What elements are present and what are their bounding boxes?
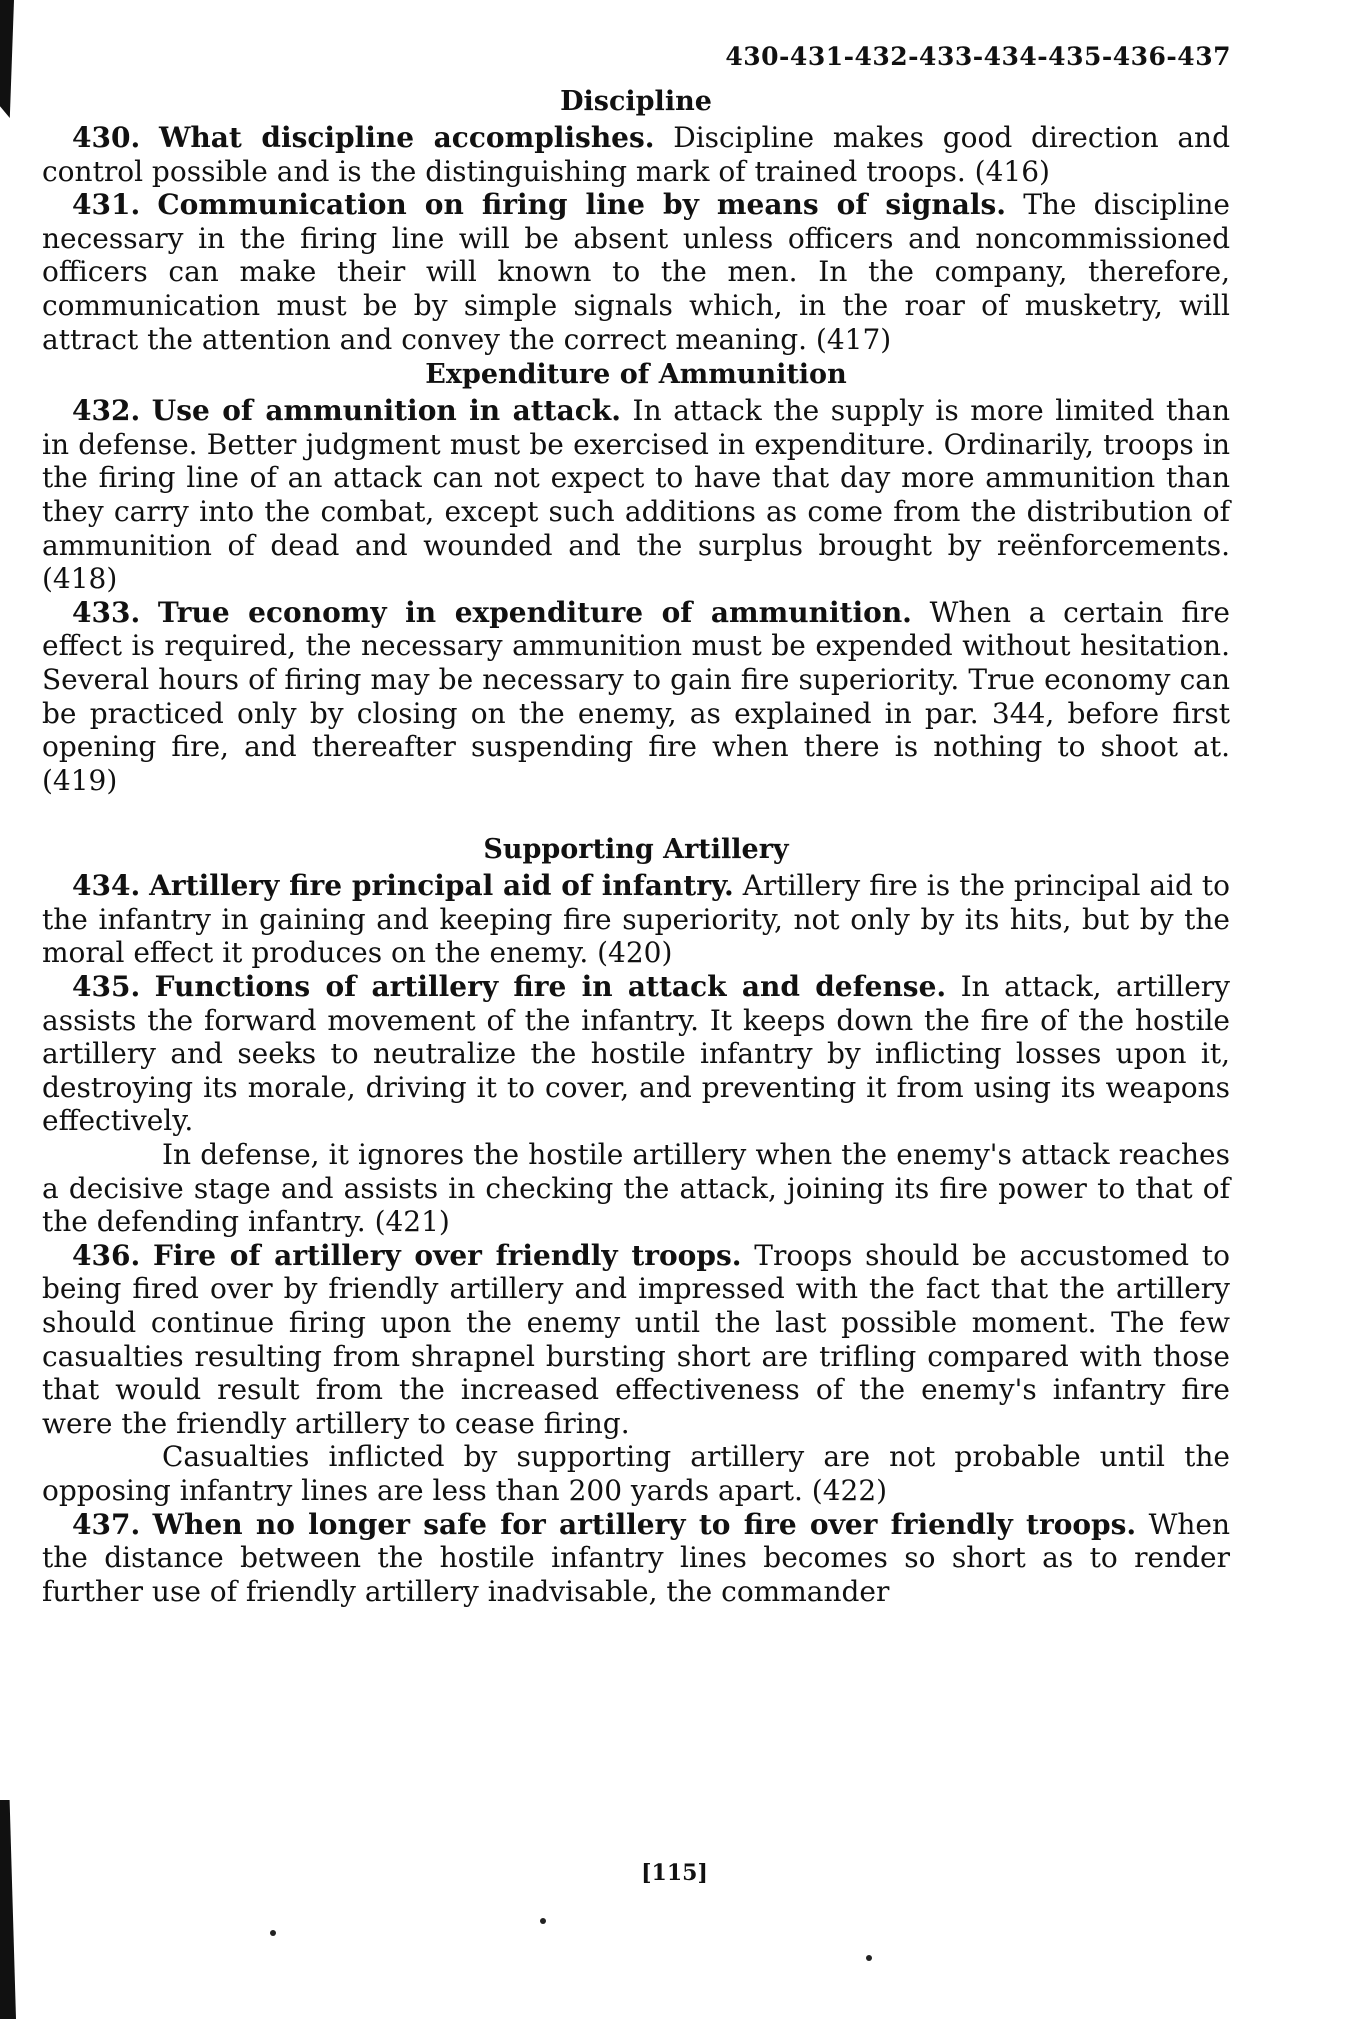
paragraph-title: Fire of artillery over friendly troops. [153,1238,742,1272]
paragraph-text: When a certain fire effect is required, the necessary ammunition must be expended without hesitation. Several hours of firing may be necessary to gain fire superiority. True economy can be practiced only by closing on the enemy, as explained in par. 344, before first opening fire, and thereafter suspending fire when there is nothing to shoot at. (419) [42,595,1231,797]
paragraph-title: Use of ammunition in attack. [151,394,621,428]
paragraph-435 [42,970,1230,1138]
scan-speck [540,1918,546,1924]
paragraph-title: When no longer safe for artillery to fire over friendly troops. [152,1507,1137,1541]
paragraph-437 [42,1508,1230,1609]
paragraph-number: 436. [72,1238,141,1272]
paragraph-433 [42,596,1230,798]
scan-edge-mark [0,1800,16,2019]
paragraph-436-continuation: Casualties inflicted by supporting artillery are not probable until the opposing infantry lines are less than 200 yards apart. (422) [42,1440,1230,1507]
paragraph-432 [42,394,1230,596]
paragraph-number: 430. [72,121,141,154]
paragraph-436 [42,1239,1230,1441]
page-number: [115] [641,1860,708,1886]
paragraph-title: What discipline accomplishes. [158,121,655,154]
paragraph-text: When the distance between the hostile infantry lines becomes so short as to render further use of friendly artillery inadvisable, the commander [42,1507,1230,1608]
paragraph-text: The discipline necessary in the firing line will be absent unless officers and noncommissioned officers can make their will known to the men. In the company, therefore, communication must be by simple signals which, in the roar of musketry, will attract the attention and convey the correct meaning. (417) [42,188,1230,356]
paragraph-title: Functions of artillery fire in attack and defense. [154,970,947,1004]
section-heading-discipline: Discipline [560,86,712,117]
paragraph-text: Troops should be accustomed to being fired over by friendly artillery and impressed with the fact that the artillery should continue firing upon the enemy until the last possible moment. The few casualties resulting from shrapnel bursting short are trifling compared with those that would result from the increased effectiveness of the enemy's infantry fire were the friendly artillery to cease firing. [42,1238,1230,1440]
section-heading-expenditure-of-ammunition: Expenditure of Ammunition [425,359,847,391]
paragraph-title: True economy in expenditure of ammunition. [157,595,912,629]
paragraph-text: Discipline makes good direction and control possible and is the distinguishing mark of trained troops. (416) [42,121,1231,188]
page-content [42,83,1230,1608]
paragraph-title: Artillery fire principal aid of infantry. [149,869,734,903]
paragraph-number: 434. [72,869,141,903]
paragraph-number: 432. [72,394,141,428]
paragraph-435-continuation: In defense, it ignores the hostile artillery when the enemy's attack reaches a decisive stage and assists in checking the attack, joining its fire power to that of the defending infantry. (421) [42,1138,1230,1239]
paragraph-text: Artillery fire is the principal aid to the infantry in gaining and keeping fire superiority, not only by its hits, but by the moral effect it produces on the enemy. (420) [42,869,1231,970]
paragraph-number: 433. [72,595,141,629]
page-header-section-range: 430-431-432-433-434-435-436-437 [725,42,1231,71]
scan-speck [270,1930,276,1936]
paragraph-text: In attack, artillery assists the forward movement of the infantry. It keeps down the fire of the hostile artillery and seeks to neutralize the hostile infantry by inflicting losses upon it, destroying its morale, driving it to cover, and preventing it from using its weapons effectively. [42,970,1231,1138]
paragraph-number: 435. [72,970,141,1004]
paragraph-434 [42,869,1230,970]
paragraph-431 [42,188,1230,356]
scan-speck [866,1955,872,1961]
paragraph-title: Communication on firing line by means of signals. [157,188,1007,222]
paragraph-number: 437. [72,1507,141,1541]
paragraph-430 [42,121,1230,188]
paragraph-number: 431. [72,188,141,222]
scan-edge-mark [0,0,14,118]
section-heading-supporting-artillery: Supporting Artillery [483,834,789,866]
paragraph-text: In attack the supply is more limited than in defense. Better judgment must be exercised in expenditure. Ordinarily, troops in the firing line of an attack can not expect to have that day more ammunition than they carry into the combat, except such additions as come from the distribution of ammunition of dead and wounded and the surplus brought by reënforcements. (418) [42,394,1231,596]
